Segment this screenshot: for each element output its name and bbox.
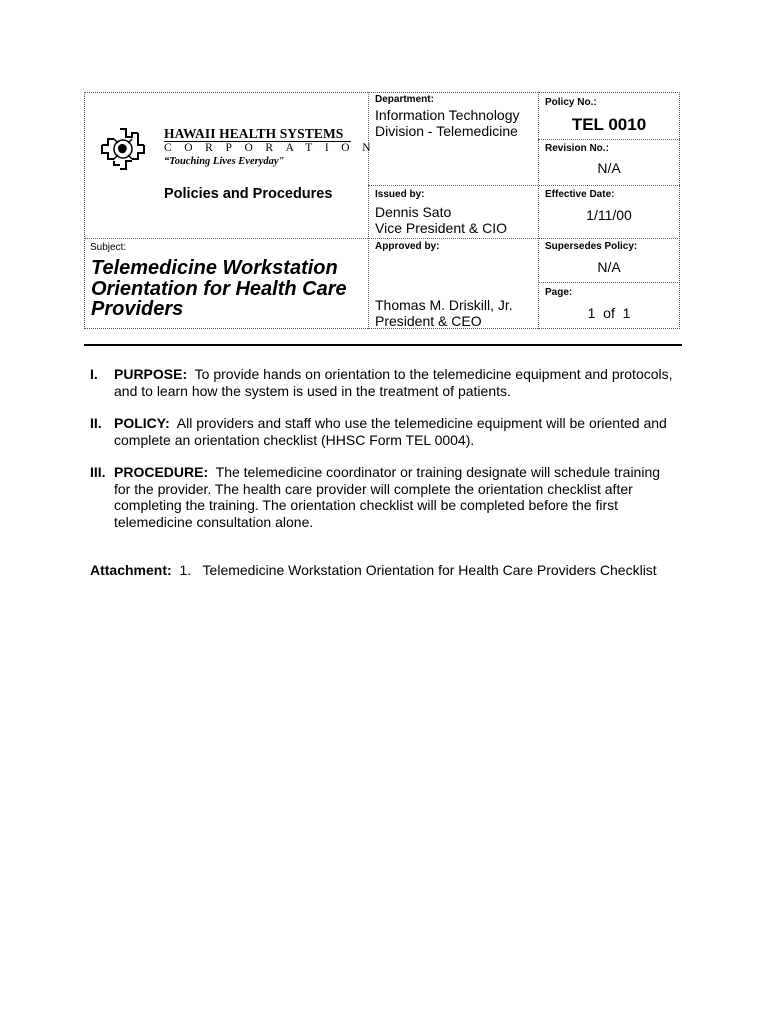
org-corporation: CORPORATION xyxy=(164,142,384,154)
section-body xyxy=(114,366,684,399)
revision-value: N/A xyxy=(597,160,621,176)
approved-by-label: Approved by: xyxy=(375,241,440,252)
issued-by-label: Issued by: xyxy=(375,189,425,200)
approved-by-value: Thomas M. Driskill, Jr. xyxy=(375,297,513,313)
approved-by-value: President & CEO xyxy=(375,313,482,329)
divider xyxy=(538,282,680,283)
attachment-label: Attachment: xyxy=(90,562,172,578)
issued-by-value: Vice President & CIO xyxy=(375,220,508,236)
effective-date-label: Effective Date: xyxy=(545,189,615,200)
section-number: I. xyxy=(90,366,98,382)
org-tagline: “Touching Lives Everyday" xyxy=(164,156,285,167)
header-rule xyxy=(84,344,682,346)
doc-type: Policies and Procedures xyxy=(164,186,333,202)
section-label: PURPOSE: xyxy=(114,366,188,382)
page-label: Page: xyxy=(545,287,573,298)
policy-no-label: Policy No.: xyxy=(545,97,597,108)
section-text: To provide hands on orientation to the telemedicine equipment and protocols, and to learn how the system is used in the treatment of patients. xyxy=(114,366,673,399)
attachment-text: 1. Telemedicine Workstation Orientation for Health Care Providers Checklist xyxy=(179,562,657,578)
section-number: II. xyxy=(90,415,102,431)
section-body xyxy=(114,415,684,448)
supersedes-value: N/A xyxy=(597,259,621,275)
attachment xyxy=(90,562,657,579)
subject-title: Providers xyxy=(91,298,184,320)
department-value: Division - Telemedicine xyxy=(375,123,518,139)
divider xyxy=(368,92,369,329)
org-name: HAWAII HEALTH SYSTEMS xyxy=(164,126,344,141)
section-body xyxy=(114,464,679,530)
divider xyxy=(538,139,680,140)
hhsc-logo-icon xyxy=(100,127,146,171)
section-text: The telemedicine coordinator or training designate will schedule training for the provider. The health care provider will complete the orientation checklist after completing the training. The orientation checklist will be completed before the first telemedicine consultation alone. xyxy=(114,464,661,530)
section-text: All providers and staff who use the telemedicine equipment will be oriented and complete an orientation checklist (HHSC Form TEL 0004). xyxy=(114,415,667,448)
department-label: Department: xyxy=(375,94,434,105)
revision-label: Revision No.: xyxy=(545,143,609,154)
subject-title: Orientation for Health Care xyxy=(91,278,347,300)
issued-by-value: Dennis Sato xyxy=(375,204,452,220)
department-value: Information Technology xyxy=(375,107,520,123)
section-label: POLICY: xyxy=(114,415,170,431)
divider xyxy=(368,185,680,186)
effective-date-value: 1/11/00 xyxy=(586,207,632,223)
supersedes-label: Supersedes Policy: xyxy=(545,241,638,252)
section-number: III. xyxy=(90,464,106,480)
subject-title: Telemedicine Workstation xyxy=(91,257,338,279)
subject-label: Subject: xyxy=(90,242,127,253)
divider xyxy=(84,238,680,239)
page-value: 1 of 1 xyxy=(587,305,631,321)
section-label: PROCEDURE: xyxy=(114,464,209,480)
policy-no-value: TEL 0010 xyxy=(571,115,647,134)
